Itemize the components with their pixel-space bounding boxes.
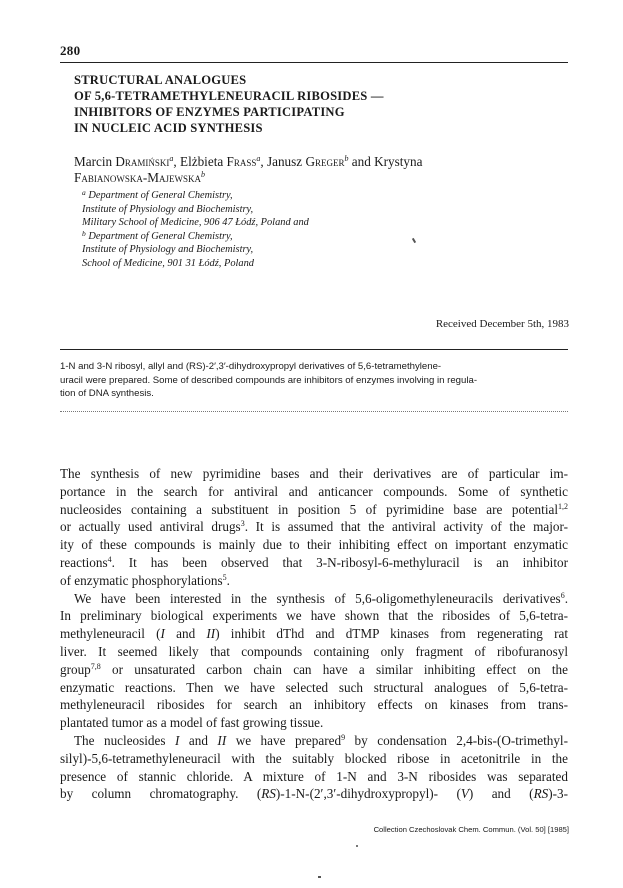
- affiliation-mark: b: [200, 170, 205, 179]
- stereo-descriptor: RS: [533, 786, 549, 802]
- body-line: The synthesis of new pyrimidine bases and their derivatives are of particular im-: [60, 466, 568, 481]
- affiliation-mark: b: [344, 154, 349, 163]
- article-title: [74, 72, 554, 136]
- affiliation-line: School of Medicine, 901 31 Łódź, Poland: [82, 257, 255, 269]
- body-line: or actually used antiviral drugs$^3$. It is assumed that the antiviral activity of the major-: [60, 519, 568, 535]
- speck-mark: [318, 876, 321, 878]
- page-number: 280: [60, 43, 81, 58]
- affiliation-line: Military School of Medicine, 906 47 Łódź, Poland and: [82, 217, 309, 229]
- title-line: OF 5,6-TETRAMETHYLENEURACIL RIBOSIDES —: [74, 89, 384, 103]
- reference-mark: 1,2: [558, 501, 568, 511]
- author-list: Marcin Dramiński$^a$, Elżbieta Frass$^a$, Janusz Greger$^b$ and Krystyna Fabianowska-Majewska$^b$: [74, 154, 423, 185]
- affiliation-mark: a: [82, 188, 86, 197]
- body-line: group$^{7,8}$ or unsaturated carbon chain can have a similar inhibiting effect on the: [60, 661, 568, 677]
- affiliations: [82, 189, 552, 271]
- author-first-name: Marcin: [74, 154, 116, 169]
- body-line: enzymatic reactions. Then we have selected such structural analogues of 5,6-tetra-: [60, 679, 568, 695]
- compound-number: V: [460, 786, 469, 802]
- body-line: silyl)-5,6-tetramethyleneuracil with the suitably blocked ribose in acetonitrile in the: [60, 750, 568, 766]
- body-line: presence of stannic chloride. A mixture of 1-N and 3-N ribosides was separated: [60, 768, 568, 784]
- article-body: [60, 465, 568, 803]
- body-line: We have been interested in the synthesis of 5,6-oligomethyleneuracils derivatives$^6$.: [74, 590, 568, 606]
- author-first-name: Elżbieta: [180, 154, 227, 169]
- abstract-line: tion of DNA synthesis.: [60, 388, 154, 400]
- author-first-name: Janusz: [266, 154, 306, 169]
- title-line: IN NUCLEIC ACID SYNTHESIS: [74, 121, 263, 135]
- author-surname: Greger: [305, 154, 345, 169]
- author-surname: Dramiński: [115, 154, 170, 169]
- compound-number: II: [217, 732, 227, 748]
- speck-mark: [356, 845, 358, 847]
- abstract-top-rule: [60, 349, 568, 350]
- body-line: nucleosides containing a substituent in position 5 of pyrimidine base are potential$^{1,2}$: [60, 501, 568, 517]
- abstract-line: 1-N and 3-N ribosyl, allyl and (RS)-2′,3′-dihydroxypropyl derivatives of 5,6-tetramethylene-: [60, 361, 442, 372]
- author-joiner: and Krystyna: [348, 154, 423, 169]
- body-line: by column chromatography. (RS)-1-N-(2′,3′-dihydroxypropyl)- (V) and (RS)-3-: [60, 786, 568, 802]
- reference-mark: 9: [341, 732, 346, 742]
- header-rule: [60, 62, 568, 63]
- body-line: liver. It seemed likely that compounds containing only fragment of ribofuranosyl: [60, 643, 568, 659]
- affiliation-mark: b: [82, 228, 86, 238]
- compound-number: II: [206, 626, 216, 642]
- reference-mark: 7,8: [90, 661, 101, 671]
- body-line: In preliminary biological experiments we have shown that the ribosides of 5,6-tetra-: [60, 608, 568, 624]
- affiliation-line: Department of General Chemistry,: [85, 230, 233, 242]
- affiliation-line: Institute of Physiology and Biochemistry,: [82, 244, 254, 256]
- abstract-line: uracil were prepared. Some of described compounds are inhibitors of enzymes involving in regula-: [60, 374, 478, 386]
- stereo-descriptor: RS: [261, 786, 276, 802]
- abstract-bottom-rule: [60, 411, 568, 412]
- reference-mark: 3: [240, 519, 245, 529]
- body-line: of enzymatic phosphorylations$^5$.: [60, 572, 230, 588]
- body-line: ity of these compounds is mainly due to their inhibiting effect on important enzymatic: [60, 537, 568, 553]
- body-line: methyleneuracil ribosides for search an inhibitory effects on kinases from trans-: [60, 697, 568, 713]
- journal-footer: Collection Czechoslovak Chem. Commun. (Vol. 50] [1985]: [373, 825, 569, 834]
- body-line: reactions$^4$. It has been observed that 3-N-ribosyl-6-methyluracil is an inhibitor: [60, 554, 568, 570]
- reference-mark: 4: [107, 554, 112, 564]
- reference-mark: 5: [222, 572, 227, 582]
- received-date: Received December 5th, 1983: [435, 318, 569, 330]
- title-line: STRUCTURAL ANALOGUES: [74, 73, 247, 87]
- body-line: The nucleosides I and II we have prepared$^9$ by condensation 2,4-bis-(O-trimethyl-: [74, 732, 568, 748]
- affiliation-line: Department of General Chemistry,: [85, 190, 233, 201]
- affiliation-line: Institute of Physiology and Biochemistry,: [82, 203, 254, 215]
- affiliation-mark: a: [169, 154, 174, 163]
- body-line: portance in the search for antiviral and anticancer compounds. Some of synthetic: [60, 483, 568, 499]
- compound-number: I: [160, 626, 165, 642]
- compound-number: I: [175, 732, 180, 748]
- body-line: plantated tumor as a model of fast growing tissue.: [60, 715, 324, 731]
- affiliation-mark: a: [256, 154, 261, 163]
- author-surname: Frass: [226, 154, 257, 169]
- author-surname: Fabianowska-Majewska: [74, 170, 201, 185]
- title-line: INHIBITORS OF ENZYMES PARTICIPATING: [74, 105, 345, 119]
- abstract: [60, 360, 568, 401]
- reference-mark: 6: [560, 590, 565, 600]
- body-line: methyleneuracil (I and II) inhibit dThd and dTMP kinases from regenerating rat: [60, 626, 568, 642]
